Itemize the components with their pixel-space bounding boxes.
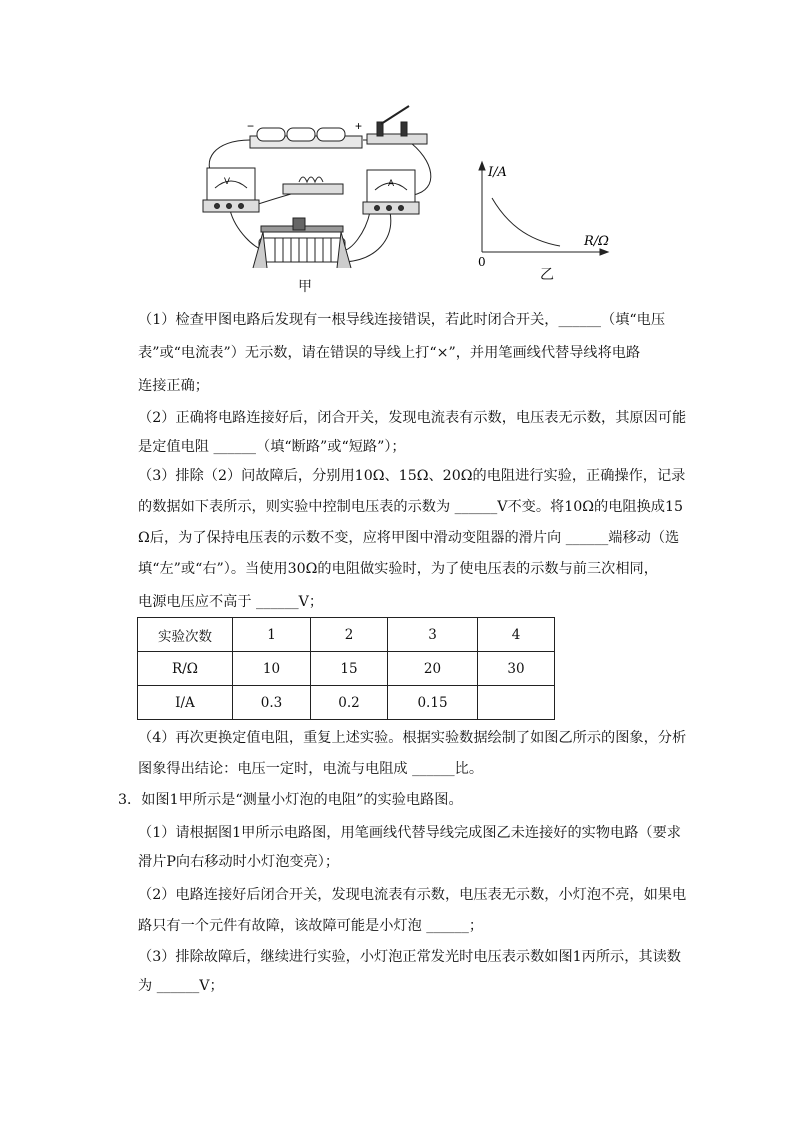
i-r-graph xyxy=(470,160,620,280)
q2-line-8: Ω后，为了保持电压表的示数不变，应将甲图中滑动变阻器的滑片向 ______端移动（选 xyxy=(138,530,680,546)
q2-line-10: 电源电压应不高于 ______V； xyxy=(138,594,324,610)
q2-line-9: 填“左”或“右”）。当使用30Ω的电阻做实验时，为了使电压表的示数与前三次相同， xyxy=(138,561,658,577)
q3-line-5: （3）排除故障后，继续进行实验，小灯泡正常发光时电压表示数如图1丙所示，其读数 xyxy=(138,949,681,965)
q2-line-6: （3）排除（2）问故障后，分别用10Ω、15Ω、20Ω的电阻进行实验，正确操作，记录 xyxy=(138,468,686,484)
q3-title: 3．如图1甲所示是“测量小灯泡的电阻”的实验电路图。 xyxy=(118,792,463,808)
table-row xyxy=(138,686,555,720)
table-cell: 1 xyxy=(233,618,311,652)
ammeter xyxy=(363,170,419,214)
inverse-curve xyxy=(492,198,560,246)
table-cell: 15 xyxy=(311,652,388,686)
table-cell: R/Ω xyxy=(138,652,233,686)
q3-line-6: 为 ______V； xyxy=(138,978,224,994)
table-cell: 4 xyxy=(478,618,555,652)
q2-line-7: 的数据如下表所示，则实验中控制电压表的示数为 ______V不变。将10Ω的电阻换成15 xyxy=(138,499,684,515)
table-cell: 0.2 xyxy=(311,686,388,720)
voltmeter-symbol: V xyxy=(223,176,231,186)
fixed-resistor xyxy=(283,177,343,194)
q3-line-4: 路只有一个元件有故障，该故障可能是小灯泡 ______； xyxy=(138,918,484,934)
switch xyxy=(367,106,427,144)
table-cell: 0.3 xyxy=(233,686,311,720)
table-cell xyxy=(478,686,555,720)
battery-minus-label: − xyxy=(247,119,255,133)
origin-label: 0 xyxy=(478,255,486,269)
table-row xyxy=(138,652,555,686)
table-cell: 30 xyxy=(478,652,555,686)
data-table xyxy=(137,617,555,720)
circuit-figure xyxy=(195,100,445,270)
table-cell: 20 xyxy=(388,652,478,686)
rheostat xyxy=(253,218,351,268)
voltmeter xyxy=(203,168,259,212)
q2-line-12: 图象得出结论：电压一定时，电流与电阻成 ______比。 xyxy=(138,761,484,777)
figure-b-caption: 乙 xyxy=(540,267,554,283)
table-cell: 0.15 xyxy=(388,686,478,720)
q3-line-3: （2）电路连接好后闭合开关，发现电流表有示数，电压表无示数，小灯泡不亮，如果电 xyxy=(138,887,687,903)
table-cell: 3 xyxy=(388,618,478,652)
table-row xyxy=(138,618,555,652)
table-cell: I/A xyxy=(138,686,233,720)
x-axis-label: R/Ω xyxy=(584,234,609,249)
q2-line-5: 是定值电阻 ______（填“断路”或“短路”）； xyxy=(138,439,406,455)
y-axis-label: I/A xyxy=(488,165,507,180)
table-cell: 2 xyxy=(311,618,388,652)
q2-line-4: （2）正确将电路连接好后，闭合开关，发现电流表有示数，电压表无示数，其原因可能 xyxy=(138,410,687,426)
q3-line-1: （1）请根据图1甲所示电路图，用笔画线代替导线完成图乙未连接好的实物电路（要求 xyxy=(138,825,681,841)
ammeter-symbol: A xyxy=(387,178,395,188)
wire xyxy=(345,212,370,250)
q2-line-1: （1）检查甲图电路后发现有一根导线连接错误，若此时闭合开关，______（填“电压 xyxy=(138,312,666,328)
battery-pack xyxy=(250,128,362,148)
table-cell: 实验次数 xyxy=(138,618,233,652)
y-axis-arrow xyxy=(479,162,485,170)
battery-plus-label: + xyxy=(355,119,363,133)
q2-line-3: 连接正确； xyxy=(138,378,209,394)
x-axis-arrow xyxy=(600,249,608,255)
q2-line-11: （4）再次更换定值电阻，重复上述实验。根据实验数据绘制了如图乙所示的图象，分析 xyxy=(138,730,687,746)
table-cell: 10 xyxy=(233,652,311,686)
q3-line-2: 滑片P向右移动时小灯泡变亮）； xyxy=(138,854,340,870)
q2-line-2: 表”或“电流表”）无示数，请在错误的导线上打“×”，并用笔画线代替导线将电路 xyxy=(138,345,641,361)
figure-a-caption: 甲 xyxy=(298,279,312,295)
